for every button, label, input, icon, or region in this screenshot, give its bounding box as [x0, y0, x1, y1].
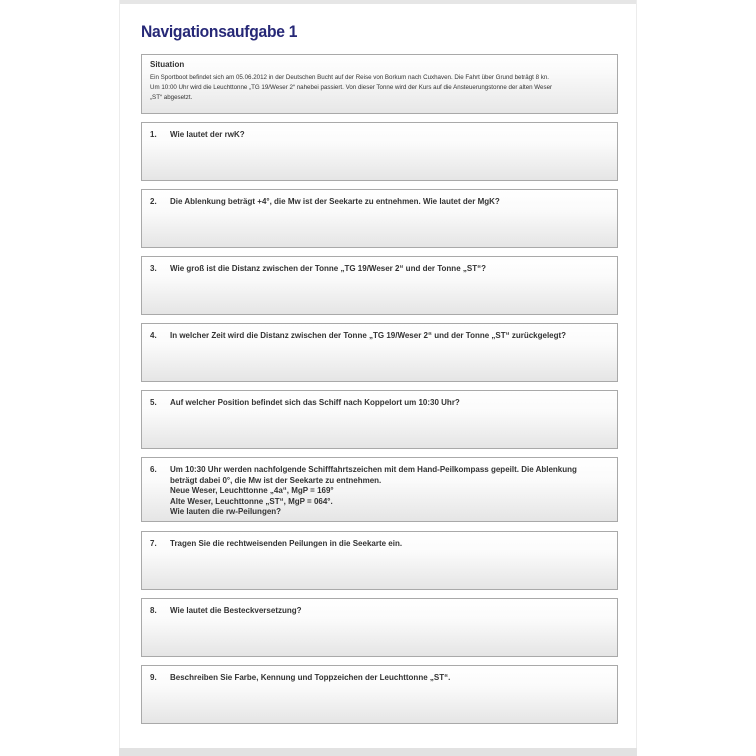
question-box-4 — [141, 323, 618, 382]
situation-text: Ein Sportboot befindet sich am 05.06.2012 in der Deutschen Bucht auf der Reise von Borkum nach Cuxhaven. Die Fahrt über Grund beträgt 8 kn. Um 10:00 Uhr wird die Leuchttonne „TG 19/Weser 2“ nahebei passiert. Von dieser Tonne wird der Kurs auf die Ansteuerungstonne der alten Weser „ST“ abgesetzt. — [150, 74, 553, 101]
page-edge-bottom — [119, 748, 637, 756]
question-number: 4. — [150, 331, 157, 340]
question-box-8 — [141, 598, 618, 657]
question-number: 8. — [150, 606, 157, 615]
question-number: 3. — [150, 264, 157, 273]
question-box-2 — [141, 189, 618, 248]
question-number: 7. — [150, 539, 157, 548]
question-number: 1. — [150, 130, 157, 139]
question-text: Beschreiben Sie Farbe, Kennung und Toppzeichen der Leuchttonne „ST“. — [170, 673, 451, 682]
question-text: Tragen Sie die rechtweisenden Peilungen in die Seekarte ein. — [170, 539, 403, 548]
situation-heading: Situation — [150, 60, 185, 69]
question-number: 2. — [150, 197, 157, 206]
question-text: Wie lautet die Besteckversetzung? — [170, 606, 302, 615]
question-text: In welcher Zeit wird die Distanz zwischen der Tonne „TG 19/Weser 2“ und der Tonne „ST“ zurückgelegt? — [170, 331, 567, 340]
question-text: Um 10:30 Uhr werden nachfolgende Schifffahrtszeichen mit dem Hand-Peilkompass gepeilt. Die Ablenkung beträgt dabei 0°, die Mw ist der Seekarte zu entnehmen. Neue Weser, Leuchttonne „4a“, MgP = 169° Alte Weser, Leuchttonne „ST“, MgP = 064°. Wie lauten die rw-Peilungen? — [170, 465, 577, 516]
page-edge-right — [636, 0, 637, 748]
situation-box — [141, 54, 618, 114]
question-box-6 — [141, 457, 618, 522]
question-text: Wie groß ist die Distanz zwischen der Tonne „TG 19/Weser 2“ und der Tonne „ST“? — [170, 264, 486, 273]
page-title: Navigationsaufgabe 1 — [141, 22, 298, 41]
question-number: 6. — [150, 465, 157, 474]
page-edge-left — [119, 0, 120, 748]
question-text: Wie lautet der rwK? — [170, 130, 245, 139]
question-box-3 — [141, 256, 618, 315]
question-text: Die Ablenkung beträgt +4°, die Mw ist der Seekarte zu entnehmen. Wie lautet der MgK? — [170, 197, 500, 206]
question-number: 5. — [150, 398, 157, 407]
question-box-1 — [141, 122, 618, 181]
page-edge-top — [119, 0, 637, 4]
question-box-5 — [141, 390, 618, 449]
question-box-7 — [141, 531, 618, 590]
question-text: Auf welcher Position befindet sich das Schiff nach Koppelort um 10:30 Uhr? — [170, 398, 460, 407]
question-box-9 — [141, 665, 618, 724]
question-number: 9. — [150, 673, 157, 682]
